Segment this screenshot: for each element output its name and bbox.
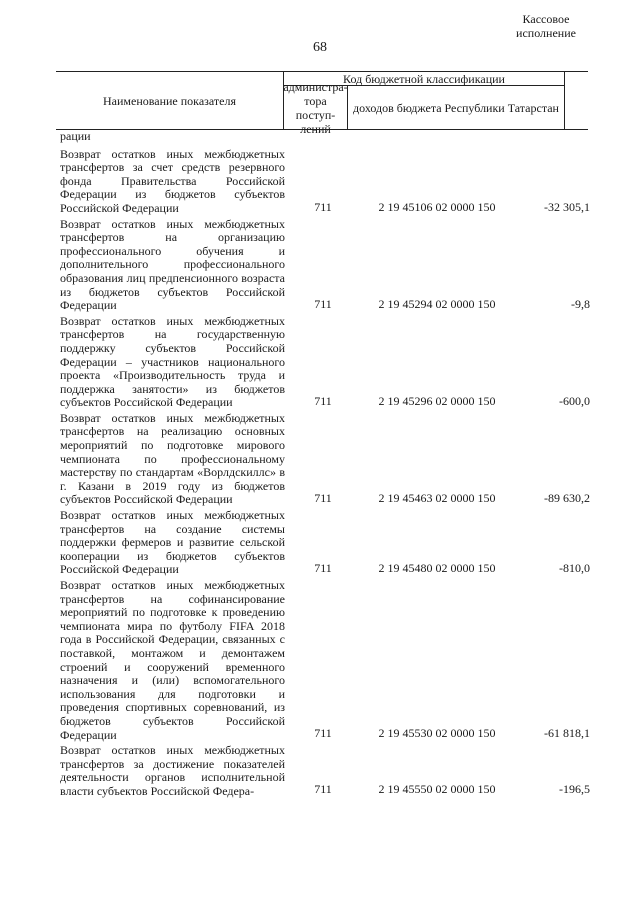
row-admin: 711 [314, 491, 332, 505]
row-amount: -600,0 [559, 394, 590, 408]
row-code: 2 19 45480 02 0000 150 [378, 561, 496, 575]
row-admin: 711 [314, 394, 332, 408]
header-code-group: Код бюджетной классификации [283, 72, 564, 86]
page-number: 68 [313, 40, 327, 55]
row-name: Возврат остатков иных межбюджетных трансфертов на государственную поддержку субъектов Российской Федерации – участников национального проекта «Производительность труда и поддержка занятости» из бюджетов субъектов Российской Федерации [60, 313, 285, 410]
table-body [60, 130, 285, 801]
row-admin: 711 [314, 782, 332, 796]
row-name: Возврат остатков иных межбюджетных трансфертов на софинансирование мероприятий по подготовке к проведению чемпионата мира по футболу FIFA 2018 года в Российской Федерации, связанных с поставкой, монтажом и демонтажем строений и сооружений временного назначения и (или) вспомогательного использования для подготовки и проведения спортивных соревнований, из бюджетов субъектов Российской Федерации [60, 578, 285, 742]
row-amount: -9,8 [571, 297, 590, 311]
header-admin: администра-тора поступ-лений [283, 79, 348, 136]
row-admin: 711 [314, 200, 332, 214]
row-name: Возврат остатков иных межбюджетных трансфертов за счет средств резервного фонда Правительства Российской Федерации из бюджетов субъектов Российской Федерации [60, 146, 285, 215]
row-name: Возврат остатков иных межбюджетных трансфертов на реализацию основных мероприятий по подготовке мирового чемпионата по профессиональному мастерству по стандартам «Ворлдскиллс» в г. Казани в 2019 году из бюджетов субъектов Российской Федерации [60, 410, 285, 507]
row-amount: -810,0 [559, 561, 590, 575]
row-code: 2 19 45463 02 0000 150 [378, 491, 496, 505]
row-code: 2 19 45294 02 0000 150 [378, 297, 496, 311]
row-name: Возврат остатков иных межбюджетных трансфертов на организацию профессионального обучения и дополнительного профессионального образования лиц предпенсионного возраста из бюджетов субъектов Российской Федерации [60, 216, 285, 313]
header-execution: Кассовое исполнение [516, 12, 576, 40]
row-code: 2 19 45530 02 0000 150 [378, 726, 496, 740]
row-admin: 711 [314, 726, 332, 740]
row-amount: -32 305,1 [544, 200, 590, 214]
row-amount: -61 818,1 [544, 726, 590, 740]
row-admin: 711 [314, 561, 332, 575]
header-income: доходов бюджета Республики Татарстан [347, 86, 564, 129]
row-code: 2 19 45296 02 0000 150 [378, 394, 496, 408]
row-admin: 711 [314, 297, 332, 311]
continuation-text: рации [60, 129, 91, 143]
row-amount: -196,5 [559, 782, 590, 796]
row-name: Возврат остатков иных межбюджетных трансфертов на создание системы поддержки фермеров и развитие сельской кооперации из бюджетов субъектов Российской Федерации [60, 508, 285, 577]
row-name: Возврат остатков иных межбюджетных трансфертов за достижение показателей деятельности органов исполнительной власти субъектов Российской Федера- [60, 743, 285, 798]
header-exec-divider [564, 72, 588, 129]
header-name: Наименование показателя [103, 93, 236, 108]
row-amount: -89 630,2 [544, 491, 590, 505]
row-code: 2 19 45550 02 0000 150 [378, 782, 496, 796]
row-code: 2 19 45106 02 0000 150 [378, 200, 496, 214]
